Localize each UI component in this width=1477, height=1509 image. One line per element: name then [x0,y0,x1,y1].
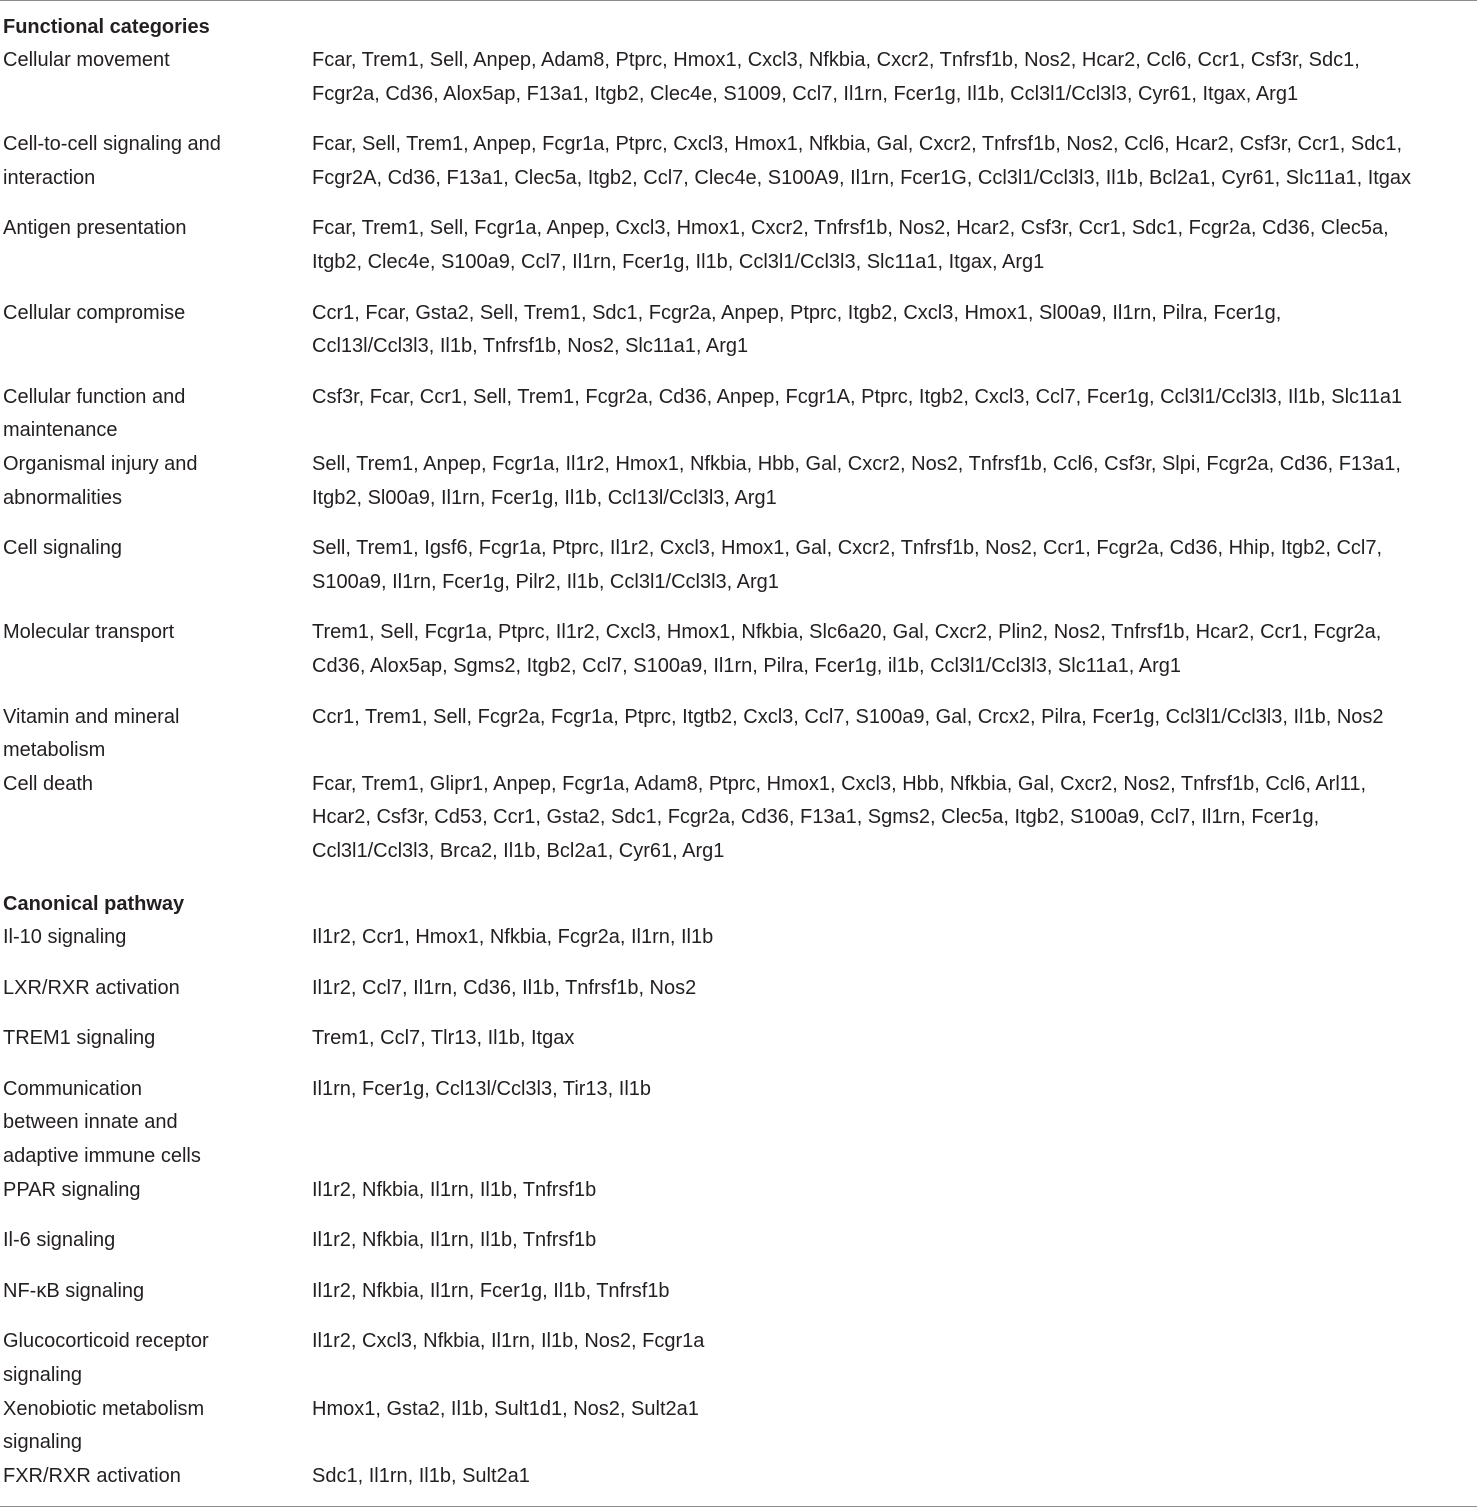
gene-list [312,1275,1473,1309]
gene-list [312,1224,1473,1258]
gene-list [312,532,1473,599]
gene-list-line: Sdc1, Il1rn, Il1b, Sult2a1 [312,1464,530,1487]
gene-list-line: Csf3r, Fcar, Ccr1, Sell, Trem1, Fcgr2a, Cd36, Anpep, Fcgr1A, Ptprc, Itgb2, Cxcl3, Ccl7, Fcer1g, Ccl3l1/Ccl3l3, Il1b, Slc11a1 [312,385,1403,408]
table-row [3,1224,1473,1275]
gene-list [312,1460,1473,1494]
gene-list-line: Fcar, Trem1, Sell, Anpep, Adam8, Ptprc, Hmox1, Cxcl3, Nfkbia, Cxcr2, Tnfrsf1b, Nos2, Hcar2, Ccl6, Ccr1, Csf3r, Sdc1, [312,49,1360,71]
category-name-line: Cell signaling [3,537,122,560]
table-row [3,448,1473,532]
table-row [3,616,1473,700]
canonical-pathway-heading: Canonical pathway [3,893,185,915]
functional-categories-section [3,10,1473,885]
category-name [3,1174,312,1208]
gene-list [312,448,1473,515]
category-name-line: PPAR signaling [3,1178,141,1201]
category-name [3,1022,312,1056]
table-row [3,921,1473,972]
category-name [3,1393,312,1460]
gene-list-line: Ccl3l1/Ccl3l3, Brca2, Il1b, Bcl2a1, Cyr61, Arg1 [312,839,725,862]
category-name-line: Xenobiotic metabolism [3,1397,205,1420]
gene-list [312,212,1473,279]
gene-list-line: Fcar, Sell, Trem1, Anpep, Fcgr1a, Ptprc, Cxcl3, Hmox1, Nfkbia, Gal, Cxcr2, Tnfrsf1b, Nos2, Ccl6, Hcar2, Csf3r, Ccr1, Sdc1, [312,133,1402,156]
category-name-line: Antigen presentation [3,217,187,240]
category-name-line: maintenance [3,419,118,442]
category-name-line: Molecular transport [3,621,175,644]
gene-list-line: Fcgr2A, Cd36, F13a1, Clec5a, Itgb2, Ccl7, Clec4e, S100A9, Il1rn, Fcer1G, Ccl3l1/Ccl3l3, Il1b, Bcl2a1, Cyr61, Slc11a1, Itgax [312,166,1412,189]
table-row [3,381,1473,448]
gene-list-line: S100a9, Il1rn, Fcer1g, Pilr2, Il1b, Ccl3l1/Ccl3l3, Arg1 [312,570,779,593]
table-row [3,44,1473,128]
category-name-line: between innate and [3,1111,178,1134]
category-name-line: Cellular function and [3,385,186,408]
gene-list-line: Ccr1, Fcar, Gsta2, Sell, Trem1, Sdc1, Fcgr2a, Anpep, Ptprc, Itgb2, Cxcl3, Hmox1, Sl00a9, Il1rn, Pilra, Fcer1g, [312,301,1282,324]
gene-list-line: Ccr1, Trem1, Sell, Fcgr2a, Fcgr1a, Ptprc, Itgtb2, Cxcl3, Ccl7, S100a9, Gal, Crcx2, Pilra, Fcer1g, Ccl3l1/Ccl3l3, Il1b, Nos2 [312,705,1384,728]
table-row [3,1073,1473,1174]
table-row [3,768,1473,886]
category-name-line: Vitamin and mineral [3,705,180,728]
table-row [3,1460,1473,1494]
gene-list [312,1325,1473,1392]
gene-list-line: Fcgr2a, Cd36, Alox5ap, F13a1, Itgb2, Clec4e, S1009, Ccl7, Il1rn, Fcer1g, Il1b, Ccl3l1/Ccl3l3, Cyr61, Itgax, Arg1 [312,82,1299,105]
category-name-line: abnormalities [3,486,122,509]
category-name [3,701,312,768]
gene-list-line: Itgb2, Clec4e, S100a9, Ccl7, Il1rn, Fcer1g, Il1b, Ccl3l1/Ccl3l3, Slc11a1, Itgax, Arg1 [312,250,1045,273]
category-name-line: Glucocorticoid receptor [3,1330,209,1353]
category-name-line: interaction [3,166,96,189]
gene-list [312,1393,1473,1460]
gene-list [312,381,1473,448]
category-name [3,532,312,599]
gene-list [312,44,1473,111]
gene-list-line: Itgb2, Sl00a9, Il1rn, Fcer1g, Il1b, Ccl13l/Ccl3l3, Arg1 [312,486,777,509]
gene-list-line: Il1r2, Nfkbia, Il1rn, Il1b, Tnfrsf1b [312,1178,597,1201]
table-top-rule [0,0,1477,1]
category-name-line: Cellular compromise [3,301,186,324]
gene-list [312,921,1473,955]
table-row [3,972,1473,1023]
category-name-line: Il-6 signaling [3,1229,116,1252]
table-row [3,701,1473,768]
table-bottom-rule [0,1506,1477,1507]
gene-list [312,1174,1473,1208]
gene-list [312,1073,1473,1174]
category-name-line: Organismal injury and [3,452,198,475]
gene-list-line: Il1r2, Nfkbia, Il1rn, Il1b, Tnfrsf1b [312,1229,597,1252]
gene-list-line: Il1r2, Ccl7, Il1rn, Cd36, Il1b, Tnfrsf1b, Nos2 [312,976,697,999]
table-row [3,297,1473,381]
gene-list [312,297,1473,364]
gene-list-line: Sell, Trem1, Anpep, Fcgr1a, Il1r2, Hmox1, Nfkbia, Hbb, Gal, Cxcr2, Nos2, Tnfrsf1b, Ccl6, Csf3r, Slpi, Fcgr2a, Cd36, F13a1, [312,452,1401,475]
functional-categories-rows [3,44,1473,885]
gene-list-line: Il1r2, Ccr1, Hmox1, Nfkbia, Fcgr2a, Il1rn, Il1b [312,926,714,948]
gene-list [312,972,1473,1006]
gene-list-line: Ccl13l/Ccl3l3, Il1b, Tnfrsf1b, Nos2, Slc11a1, Arg1 [312,335,749,358]
gene-list-line: Trem1, Sell, Fcgr1a, Ptprc, Il1r2, Cxcl3, Hmox1, Nfkbia, Slc6a20, Gal, Cxcr2, Plin2, Nos2, Tnfrsf1b, Hcar2, Ccr1, Fcgr2a, [312,621,1382,644]
category-name-line: signaling [3,1363,82,1386]
category-name [3,381,312,448]
gene-list [312,701,1473,768]
table-row [3,212,1473,296]
category-name [3,44,312,111]
table-row [3,1174,1473,1225]
gene-list [312,128,1473,195]
gene-list-line: Fcar, Trem1, Sell, Fcgr1a, Anpep, Cxcl3, Hmox1, Cxcr2, Tnfrsf1b, Nos2, Hcar2, Csf3r, Ccr1, Sdc1, Fcgr2a, Cd36, Clec5a, [312,217,1389,240]
category-name-line: Il-10 signaling [3,926,127,948]
gene-list-line: Sell, Trem1, Igsf6, Fcgr1a, Ptprc, Il1r2, Cxcl3, Hmox1, Gal, Cxcr2, Tnfrsf1b, Nos2, Ccr1, Fcgr2a, Cd36, Hhip, Itgb2, Ccl7, [312,537,1383,560]
category-name-line: adaptive immune cells [3,1144,201,1167]
gene-list-line: Cd36, Alox5ap, Sgms2, Itgb2, Ccl7, S100a9, Il1rn, Pilra, Fcer1g, il1b, Ccl3l1/Ccl3l3, Slc11a1, Arg1 [312,654,1181,677]
table-row [3,532,1473,616]
table-row [3,1325,1473,1392]
category-name [3,128,312,195]
category-name [3,1325,312,1392]
gene-list-line: Hmox1, Gsta2, Il1b, Sult1d1, Nos2, Sult2a1 [312,1397,699,1420]
category-name [3,972,312,1006]
category-name [3,768,312,869]
category-name [3,1460,312,1494]
canonical-pathway-rows [3,921,1473,1493]
gene-list-line: Il1rn, Fcer1g, Ccl13l/Ccl3l3, Tir13, Il1b [312,1077,652,1100]
gene-list-line: Il1r2, Cxcl3, Nfkbia, Il1rn, Il1b, Nos2, Fcgr1a [312,1330,705,1353]
table-row [3,128,1473,212]
category-name-line: Cellular movement [3,49,170,71]
category-name-line: NF-κB signaling [3,1279,145,1302]
category-name-line: Cell death [3,772,94,795]
canonical-pathway-section [3,887,1473,1493]
category-name [3,921,312,955]
gene-list-line: Il1r2, Nfkbia, Il1rn, Fcer1g, Il1b, Tnfrsf1b [312,1279,670,1302]
category-name-line: metabolism [3,739,106,762]
category-name [3,616,312,683]
gene-list [312,616,1473,683]
category-name-line: Communication [3,1077,142,1100]
category-name-line: LXR/RXR activation [3,976,180,999]
gene-list [312,768,1473,869]
category-name-line: TREM1 signaling [3,1027,156,1050]
category-name [3,212,312,279]
gene-list-line: Fcar, Trem1, Glipr1, Anpep, Fcgr1a, Adam8, Ptprc, Hmox1, Cxcl3, Hbb, Nfkbia, Gal, Cxcr2, Nos2, Tnfrsf1b, Ccl6, Arl11, [312,772,1367,795]
table-row [3,1275,1473,1326]
table-row [3,1393,1473,1460]
category-name [3,448,312,515]
category-name-line: Cell-to-cell signaling and [3,133,221,156]
gene-list-line: Hcar2, Csf3r, Cd53, Ccr1, Gsta2, Sdc1, Fcgr2a, Cd36, F13a1, Sgms2, Clec5a, Itgb2, S100a9, Ccl7, Il1rn, Fcer1g, [312,806,1320,829]
category-name [3,1073,312,1174]
functional-categories-heading: Functional categories [3,16,210,38]
category-name [3,1275,312,1309]
category-name-line: signaling [3,1431,82,1454]
table-row [3,1022,1473,1073]
gene-list-line: Trem1, Ccl7, Tlr13, Il1b, Itgax [312,1027,575,1050]
category-name-line: FXR/RXR activation [3,1464,181,1487]
category-name [3,297,312,364]
gene-list [312,1022,1473,1056]
category-name [3,1224,312,1258]
